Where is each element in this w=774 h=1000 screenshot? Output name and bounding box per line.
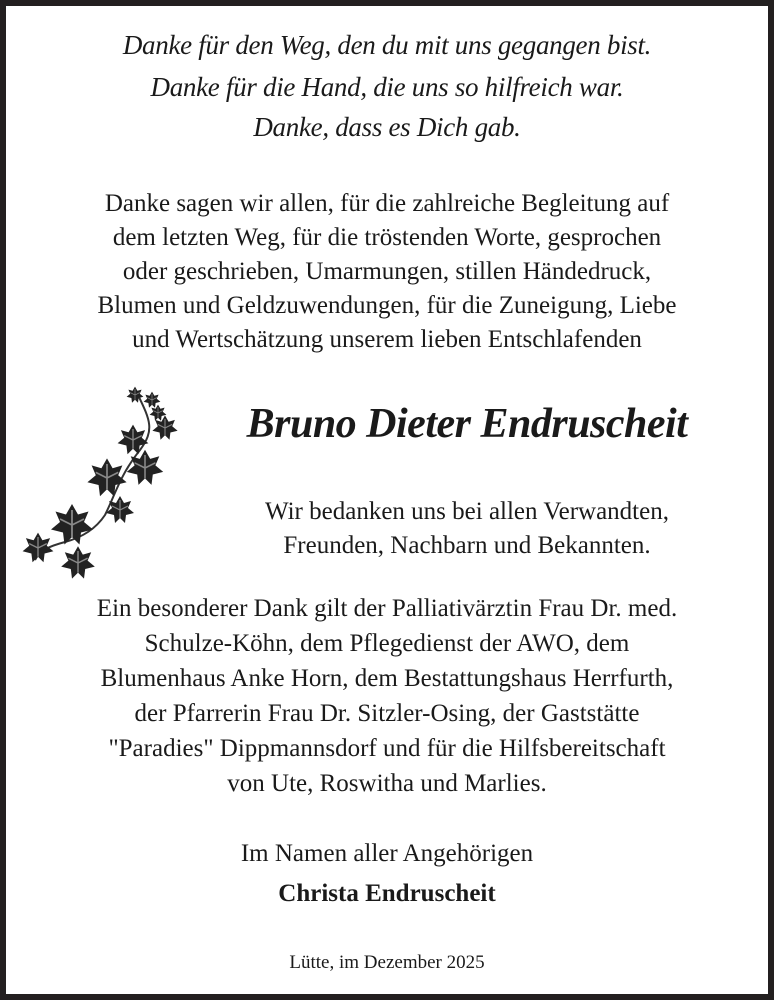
intro-line-3: oder geschrieben, Umarmungen, stillen Händedruck, <box>122 258 652 285</box>
thanks-relatives-line-2: Freunden, Nachbarn und Bekannten. <box>283 532 651 559</box>
intro-line-1: Danke sagen wir allen, für die zahlreiche Begleitung auf <box>104 190 670 217</box>
poem-line-3: Danke, dass es Dich gab. <box>253 112 521 142</box>
place-date: Lütte, im Dezember 2025 <box>289 952 485 973</box>
poem-line-1: Danke für den Weg, den du mit uns gegangen bist. <box>122 30 652 60</box>
special-thanks-line-4: der Pfarrerin Frau Dr. Sitzler-Osing, der Gaststätte <box>134 700 640 727</box>
intro-line-5: und Wertschätzung unserem lieben Entschlafenden <box>132 326 642 353</box>
signatory: Christa Endruscheit <box>278 880 496 907</box>
special-thanks-line-6: von Ute, Roswitha und Marlies. <box>227 770 547 797</box>
closing-line: Im Namen aller Angehörigen <box>240 840 534 867</box>
intro-line-2: dem letzten Weg, für die tröstenden Worte, gesprochen <box>112 224 662 251</box>
special-thanks-line-2: Schulze-Köhn, dem Pflegedienst der AWO, dem <box>144 630 630 657</box>
deceased-name: Bruno Dieter Endruscheit <box>246 401 688 447</box>
special-thanks-line-3: Blumenhaus Anke Horn, dem Bestattungshaus Herrfurth, <box>100 665 674 692</box>
thanks-relatives-line-1: Wir bedanken uns bei allen Verwandten, <box>265 498 669 525</box>
special-thanks-line-5: "Paradies" Dippmannsdorf und für die Hilfsbereitschaft <box>108 735 666 762</box>
poem-line-2: Danke für die Hand, die uns so hilfreich war. <box>150 72 624 102</box>
intro-line-4: Blumen und Geldzuwendungen, für die Zuneigung, Liebe <box>97 292 677 319</box>
special-thanks-line-1: Ein besonderer Dank gilt der Palliativärztin Frau Dr. med. <box>96 595 678 622</box>
